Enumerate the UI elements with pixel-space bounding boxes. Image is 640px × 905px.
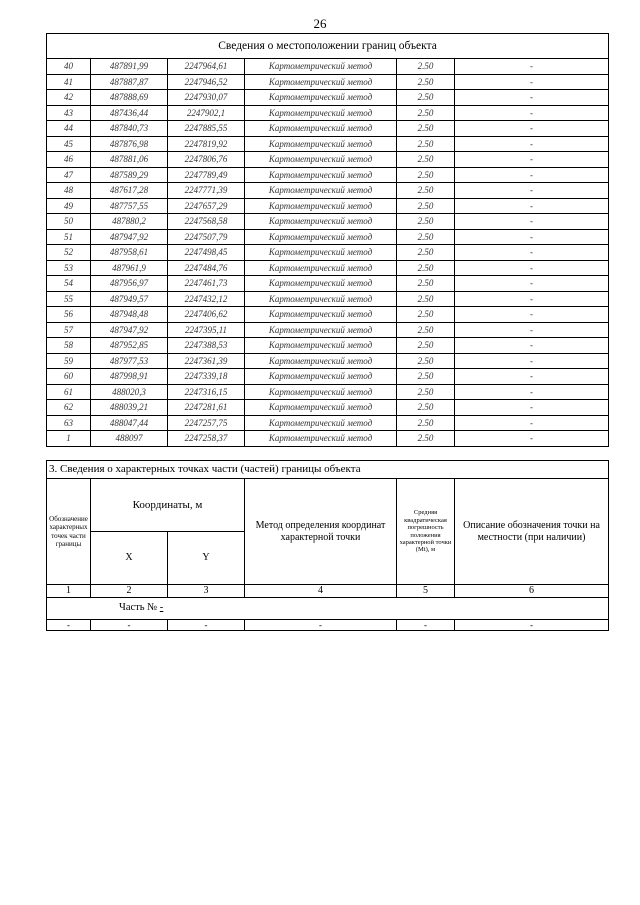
description: - [455, 59, 609, 75]
method: Картометрический метод [245, 369, 397, 385]
point-number: 52 [47, 245, 91, 261]
description: - [455, 121, 609, 137]
description: - [455, 431, 609, 447]
description: - [455, 74, 609, 90]
description: - [455, 338, 609, 354]
x-coordinate: 488047,44 [91, 415, 168, 431]
point-number: 45 [47, 136, 91, 152]
part-points-table [46, 460, 609, 631]
description: - [455, 136, 609, 152]
method: Картометрический метод [245, 183, 397, 199]
point-number: 50 [47, 214, 91, 230]
method: Картометрический метод [245, 400, 397, 416]
header-y: Y [168, 532, 245, 585]
error: 2.50 [397, 183, 455, 199]
point-number: 60 [47, 369, 91, 385]
description: - [455, 214, 609, 230]
table-row [47, 245, 609, 261]
x-coordinate: 487952,85 [91, 338, 168, 354]
y-coordinate: 2247964,61 [168, 59, 245, 75]
error: 2.50 [397, 353, 455, 369]
description: - [455, 152, 609, 168]
y-coordinate: 2247819,92 [168, 136, 245, 152]
y-coordinate: 2247946,52 [168, 74, 245, 90]
x-coordinate: 487958,61 [91, 245, 168, 261]
error: 2.50 [397, 74, 455, 90]
error: 2.50 [397, 152, 455, 168]
table-row [47, 276, 609, 292]
description: - [455, 384, 609, 400]
point-number: 59 [47, 353, 91, 369]
method: Картометрический метод [245, 167, 397, 183]
point-number: 44 [47, 121, 91, 137]
header-method: Метод определения координат характерной точки [245, 479, 397, 585]
y-coordinate: 2247806,76 [168, 152, 245, 168]
x-coordinate: 487947,92 [91, 322, 168, 338]
point-number: 53 [47, 260, 91, 276]
y-coordinate: 2247498,45 [168, 245, 245, 261]
col-number: 1 [47, 585, 91, 598]
point-number: 54 [47, 276, 91, 292]
empty-cell: - [91, 620, 168, 631]
method: Картометрический метод [245, 105, 397, 121]
error: 2.50 [397, 369, 455, 385]
y-coordinate: 2247902,1 [168, 105, 245, 121]
section-title: 3. Сведения о характерных точках части (частей) границы объекта [47, 461, 609, 479]
x-coordinate: 487876,98 [91, 136, 168, 152]
table-row [47, 338, 609, 354]
col-number: 2 [91, 585, 168, 598]
boundary-table [46, 33, 609, 447]
header-description: Описание обозначения точки на местности (при наличии) [455, 479, 609, 585]
page-number: 26 [313, 16, 327, 31]
x-coordinate: 487998,91 [91, 369, 168, 385]
y-coordinate: 2247568,58 [168, 214, 245, 230]
description: - [455, 167, 609, 183]
point-number: 51 [47, 229, 91, 245]
error: 2.50 [397, 338, 455, 354]
error: 2.50 [397, 105, 455, 121]
method: Картометрический метод [245, 214, 397, 230]
x-coordinate: 487617,28 [91, 183, 168, 199]
empty-cell: - [47, 620, 91, 631]
x-coordinate: 487757,55 [91, 198, 168, 214]
description: - [455, 415, 609, 431]
table-row [47, 59, 609, 75]
x-coordinate: 487887,87 [91, 74, 168, 90]
y-coordinate: 2247395,11 [168, 322, 245, 338]
x-coordinate: 488039,21 [91, 400, 168, 416]
point-number: 62 [47, 400, 91, 416]
description: - [455, 183, 609, 199]
header-point-designation: Обозначение характерных точек части границы [47, 479, 91, 585]
method: Картометрический метод [245, 121, 397, 137]
y-coordinate: 2247484,76 [168, 260, 245, 276]
description: - [455, 260, 609, 276]
empty-cell: - [455, 620, 609, 631]
table-row [47, 152, 609, 168]
header-x: X [91, 532, 168, 585]
error: 2.50 [397, 384, 455, 400]
table-row [47, 136, 609, 152]
method: Картометрический метод [245, 353, 397, 369]
col-number: 4 [245, 585, 397, 598]
description: - [455, 322, 609, 338]
x-coordinate: 488097 [91, 431, 168, 447]
method: Картометрический метод [245, 260, 397, 276]
table-row [47, 183, 609, 199]
method: Картометрический метод [245, 338, 397, 354]
y-coordinate: 2247281,61 [168, 400, 245, 416]
x-coordinate: 487881,06 [91, 152, 168, 168]
error: 2.50 [397, 90, 455, 106]
error: 2.50 [397, 276, 455, 292]
description: - [455, 369, 609, 385]
point-number: 1 [47, 431, 91, 447]
method: Картометрический метод [245, 415, 397, 431]
description: - [455, 245, 609, 261]
point-number: 61 [47, 384, 91, 400]
x-coordinate: 487956,97 [91, 276, 168, 292]
error: 2.50 [397, 415, 455, 431]
y-coordinate: 2247771,39 [168, 183, 245, 199]
y-coordinate: 2247339,18 [168, 369, 245, 385]
error: 2.50 [397, 260, 455, 276]
x-coordinate: 487891,99 [91, 59, 168, 75]
x-coordinate: 487880,2 [91, 214, 168, 230]
method: Картометрический метод [245, 59, 397, 75]
description: - [455, 276, 609, 292]
error: 2.50 [397, 307, 455, 323]
table-row [47, 198, 609, 214]
point-number: 41 [47, 74, 91, 90]
error: 2.50 [397, 59, 455, 75]
point-number: 57 [47, 322, 91, 338]
point-number: 47 [47, 167, 91, 183]
description: - [455, 291, 609, 307]
point-number: 63 [47, 415, 91, 431]
point-number: 55 [47, 291, 91, 307]
method: Картометрический метод [245, 198, 397, 214]
error: 2.50 [397, 214, 455, 230]
y-coordinate: 2247461,73 [168, 276, 245, 292]
table-row [47, 384, 609, 400]
description: - [455, 307, 609, 323]
error: 2.50 [397, 400, 455, 416]
x-coordinate: 488020,3 [91, 384, 168, 400]
part-row [47, 598, 609, 620]
method: Картометрический метод [245, 74, 397, 90]
error: 2.50 [397, 136, 455, 152]
y-coordinate: 2247432,12 [168, 291, 245, 307]
error: 2.50 [397, 198, 455, 214]
method: Картометрический метод [245, 384, 397, 400]
description: - [455, 105, 609, 121]
error: 2.50 [397, 167, 455, 183]
method: Картометрический метод [245, 291, 397, 307]
table-row [47, 121, 609, 137]
method: Картометрический метод [245, 322, 397, 338]
description: - [455, 229, 609, 245]
method: Картометрический метод [245, 307, 397, 323]
x-coordinate: 487948,48 [91, 307, 168, 323]
header-error: Средняя квадратическая погрешность положения характерной точки (Мt), м [397, 479, 455, 585]
error: 2.50 [397, 291, 455, 307]
method: Картометрический метод [245, 276, 397, 292]
empty-cell: - [397, 620, 455, 631]
empty-cell: - [245, 620, 397, 631]
method: Картометрический метод [245, 229, 397, 245]
y-coordinate: 2247657,29 [168, 198, 245, 214]
y-coordinate: 2247507,79 [168, 229, 245, 245]
point-number: 42 [47, 90, 91, 106]
table-row [47, 74, 609, 90]
col-number: 3 [168, 585, 245, 598]
description: - [455, 353, 609, 369]
error: 2.50 [397, 121, 455, 137]
y-coordinate: 2247885,55 [168, 121, 245, 137]
method: Картометрический метод [245, 152, 397, 168]
method: Картометрический метод [245, 136, 397, 152]
method: Картометрический метод [245, 245, 397, 261]
point-number: 48 [47, 183, 91, 199]
table-row [47, 322, 609, 338]
table-title: Сведения о местоположении границ объекта [47, 34, 609, 59]
method: Картометрический метод [245, 90, 397, 106]
table-row [47, 415, 609, 431]
method: Картометрический метод [245, 431, 397, 447]
point-number: 49 [47, 198, 91, 214]
x-coordinate: 487961,9 [91, 260, 168, 276]
col-number: 5 [397, 585, 455, 598]
error: 2.50 [397, 229, 455, 245]
y-coordinate: 2247316,15 [168, 384, 245, 400]
table-row [47, 353, 609, 369]
description: - [455, 198, 609, 214]
description: - [455, 400, 609, 416]
y-coordinate: 2247258,37 [168, 431, 245, 447]
point-number: 40 [47, 59, 91, 75]
empty-cell: - [168, 620, 245, 631]
error: 2.50 [397, 322, 455, 338]
table-row [47, 214, 609, 230]
x-coordinate: 487589,29 [91, 167, 168, 183]
point-number: 43 [47, 105, 91, 121]
part-label: Часть № [119, 602, 158, 614]
point-number: 46 [47, 152, 91, 168]
x-coordinate: 487888,69 [91, 90, 168, 106]
x-coordinate: 487436,44 [91, 105, 168, 121]
table-row [47, 260, 609, 276]
table-row [47, 400, 609, 416]
table-row [47, 90, 609, 106]
part-value: - [159, 602, 164, 614]
description: - [455, 90, 609, 106]
y-coordinate: 2247789,49 [168, 167, 245, 183]
table-row [47, 307, 609, 323]
error: 2.50 [397, 245, 455, 261]
table-row [47, 229, 609, 245]
y-coordinate: 2247930,07 [168, 90, 245, 106]
header-coordinates: Координаты, м [91, 479, 245, 532]
y-coordinate: 2247257,75 [168, 415, 245, 431]
table-row [47, 291, 609, 307]
table-row [47, 167, 609, 183]
x-coordinate: 487840,73 [91, 121, 168, 137]
error: 2.50 [397, 431, 455, 447]
point-number: 58 [47, 338, 91, 354]
table-row [47, 431, 609, 447]
x-coordinate: 487949,57 [91, 291, 168, 307]
x-coordinate: 487947,92 [91, 229, 168, 245]
point-number: 56 [47, 307, 91, 323]
y-coordinate: 2247388,53 [168, 338, 245, 354]
y-coordinate: 2247361,39 [168, 353, 245, 369]
table-row [47, 105, 609, 121]
x-coordinate: 487977,53 [91, 353, 168, 369]
y-coordinate: 2247406,62 [168, 307, 245, 323]
table-row [47, 369, 609, 385]
col-number: 6 [455, 585, 609, 598]
